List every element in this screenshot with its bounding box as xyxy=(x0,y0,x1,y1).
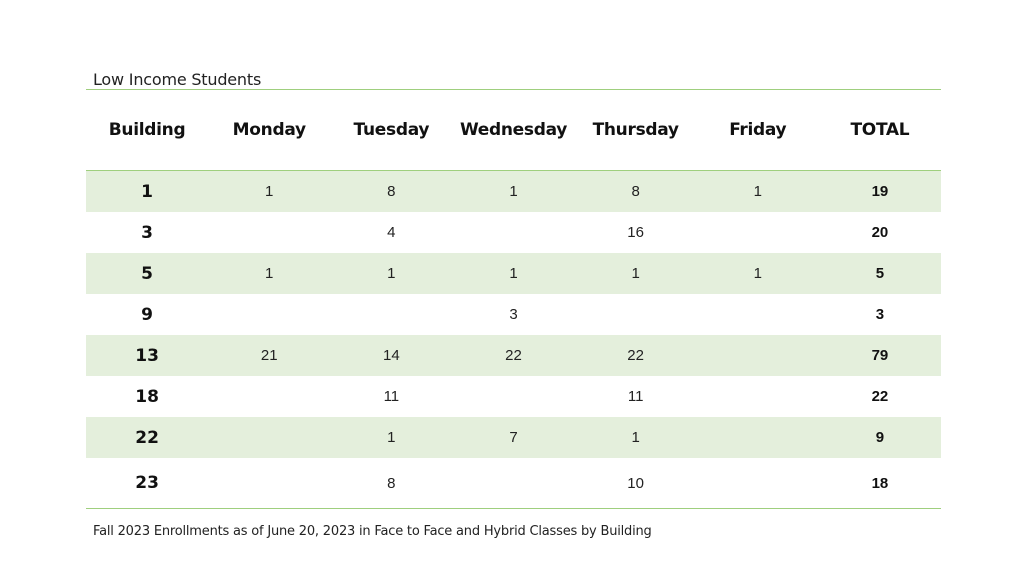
friday-cell xyxy=(697,458,819,509)
header-wednesday: Wednesday xyxy=(459,120,568,140)
monday-cell: 1 xyxy=(208,171,330,213)
building-cell: 13 xyxy=(86,335,208,376)
header-tuesday: Tuesday xyxy=(353,120,430,140)
total-cell: 79 xyxy=(819,335,941,376)
friday-cell xyxy=(697,335,819,376)
table-row xyxy=(86,212,941,253)
thursday-cell: 16 xyxy=(627,224,644,241)
monday-cell: 1 xyxy=(208,253,330,294)
total-cell: 5 xyxy=(819,253,941,294)
friday-cell xyxy=(697,417,819,458)
table-title: Low Income Students xyxy=(93,70,262,89)
monday-cell xyxy=(208,458,330,509)
wednesday-cell xyxy=(452,458,574,509)
table-row xyxy=(86,417,941,458)
table-row xyxy=(86,458,941,509)
header-thursday: Thursday xyxy=(592,120,679,140)
table-row xyxy=(86,335,941,376)
friday-cell xyxy=(697,376,819,417)
wednesday-cell xyxy=(452,376,574,417)
monday-cell: 21 xyxy=(208,335,330,376)
friday-cell xyxy=(697,212,819,253)
header-friday: Friday xyxy=(729,120,787,140)
thursday-cell: 8 xyxy=(575,171,697,213)
tuesday-cell: 4 xyxy=(387,224,396,241)
thursday-cell: 10 xyxy=(627,474,644,492)
building-cell: 22 xyxy=(86,417,208,458)
header-monday: Monday xyxy=(232,120,306,140)
wednesday-cell: 3 xyxy=(509,306,518,323)
total-cell: 18 xyxy=(871,474,889,492)
building-cell: 1 xyxy=(86,171,208,213)
tuesday-cell xyxy=(330,294,452,335)
table-row xyxy=(86,171,941,213)
total-cell: 9 xyxy=(819,417,941,458)
tuesday-cell: 11 xyxy=(383,388,400,405)
friday-cell xyxy=(697,294,819,335)
monday-cell xyxy=(208,376,330,417)
monday-cell xyxy=(208,294,330,335)
table-row xyxy=(86,376,941,417)
header-building: Building xyxy=(108,120,186,140)
thursday-cell: 1 xyxy=(575,253,697,294)
header-row xyxy=(86,90,941,171)
total-cell: 3 xyxy=(875,306,885,323)
total-cell: 20 xyxy=(871,224,889,241)
friday-cell: 1 xyxy=(697,253,819,294)
tuesday-cell: 8 xyxy=(330,171,452,213)
friday-cell: 1 xyxy=(697,171,819,213)
thursday-cell: 22 xyxy=(575,335,697,376)
building-cell: 18 xyxy=(135,386,159,407)
tuesday-cell: 8 xyxy=(387,474,396,492)
thursday-cell: 1 xyxy=(575,417,697,458)
wednesday-cell: 22 xyxy=(452,335,574,376)
total-cell: 19 xyxy=(819,171,941,213)
wednesday-cell: 7 xyxy=(452,417,574,458)
table-row xyxy=(86,253,941,294)
total-cell: 22 xyxy=(871,388,889,405)
header-total: TOTAL xyxy=(850,120,910,140)
wednesday-cell xyxy=(452,212,574,253)
monday-cell xyxy=(208,417,330,458)
building-cell: 3 xyxy=(141,222,153,243)
footnote: Fall 2023 Enrollments as of June 20, 2023 in Face to Face and Hybrid Classes by Building xyxy=(93,524,652,539)
tuesday-cell: 1 xyxy=(330,253,452,294)
wednesday-cell: 1 xyxy=(452,171,574,213)
wednesday-cell: 1 xyxy=(452,253,574,294)
monday-cell xyxy=(208,212,330,253)
table-row xyxy=(86,294,941,335)
building-cell: 23 xyxy=(135,473,159,493)
tuesday-cell: 14 xyxy=(330,335,452,376)
building-cell: 5 xyxy=(86,253,208,294)
thursday-cell xyxy=(575,294,697,335)
thursday-cell: 11 xyxy=(627,388,644,405)
enrollment-table xyxy=(86,90,941,509)
tuesday-cell: 1 xyxy=(330,417,452,458)
building-cell: 9 xyxy=(141,304,153,325)
